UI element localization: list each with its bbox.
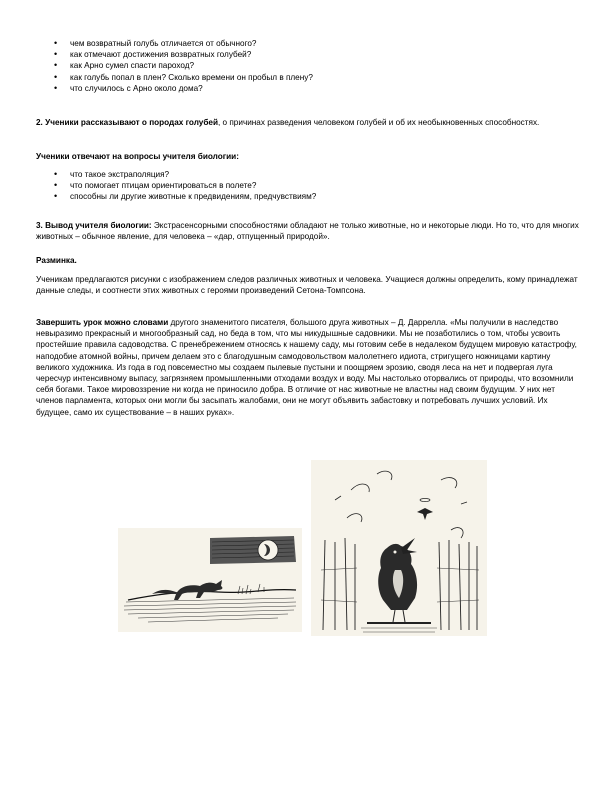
list-item: • способны ли другие животные к предвидениям, предчувствиям? xyxy=(54,191,316,202)
warmup-paragraph: Ученикам предлагаются рисунки с изображением следов различных животных и человека. Учащиеся должны определить, кому принадлежат данные следы, и соотнести этих животных с героями произведений Сетона-Томпсона. xyxy=(36,275,578,296)
question-list-1 xyxy=(54,38,313,94)
list-item: • как Арно сумел спасти пароход? xyxy=(54,60,313,71)
conclusion-text: другого знаменитого писателя, большого друга животных – Д. Даррелла. «Мы получили в наследство невыразимо прекрасный и многообразный сад, но беда в том, что мы никудышные садовники. Мы не позаботились о том, чтобы усвоить простейшие правила садоводства. С пренебрежением относясь к нашему саду, мы готовим себе в недалеком будущем мировую катастрофу, наподобие атомной войны, причем делаем это с благодушным самодовольством малолетнего идиота, стригущего ножницами картину великого художника. Из года в год повсеместно мы создаем пылевые пустыни и поощряем эрозию, сводя леса на нет и подвергая луга чересчур интенсивному выпасу, загрязняем промышленными отходами воздух и воду. Мы настолько оторвались от природы, что возомнили себя богами. Такое мировоззрение ни когда не приносило добра. В отличие от нас животные не властны над своим будущим. У них нет членов парламента, которых они могли бы засыпать жалобами, они не могут объявить забастовку и потребовать лучших условий. Их будущее, само их существование – в наших руках». xyxy=(36,318,577,417)
question-list-2 xyxy=(54,169,316,203)
conclusion-paragraph xyxy=(36,317,584,418)
subheading-text: Ученики отвечают на вопросы учителя биологии: xyxy=(36,152,239,161)
warmup-title xyxy=(36,255,584,266)
crow-sketch-icon xyxy=(311,460,487,636)
fox-sketch-icon xyxy=(118,528,302,632)
warmup-title-text: Разминка. xyxy=(36,256,77,265)
section-2-text: , о причинах разведения человеком голубей и об их необыкновенных способностях. xyxy=(218,118,540,127)
section-3-heading: 3. Вывод учителя биологии: xyxy=(36,221,152,230)
section-3-text: Экстрасенсорными способностями обладают не только животные, но и некоторые люди. Но то, что для многих животных – обычное явление, для человека – «дар, отпущенный природой». xyxy=(36,221,579,242)
section-2-paragraph xyxy=(36,117,584,128)
subheading xyxy=(36,151,584,162)
list-item: • что случилось с Арно около дома? xyxy=(54,83,313,94)
section-2-heading: 2. Ученики рассказывают о породах голубей xyxy=(36,118,218,127)
list-item: • как голубь попал в плен? Сколько времени он пробыл в плену? xyxy=(54,72,313,83)
conclusion-heading: Завершить урок можно словами xyxy=(36,318,169,327)
list-item: • как отмечают достижения возвратных голубей? xyxy=(54,49,313,60)
list-item: • что помогает птицам ориентироваться в полете? xyxy=(54,180,316,191)
list-item: • что такое экстраполяция? xyxy=(54,169,316,180)
crow-illustration xyxy=(311,460,487,636)
section-3-paragraph xyxy=(36,220,584,242)
fox-illustration xyxy=(118,528,302,632)
list-item: • чем возвратный голубь отличается от обычного? xyxy=(54,38,313,49)
